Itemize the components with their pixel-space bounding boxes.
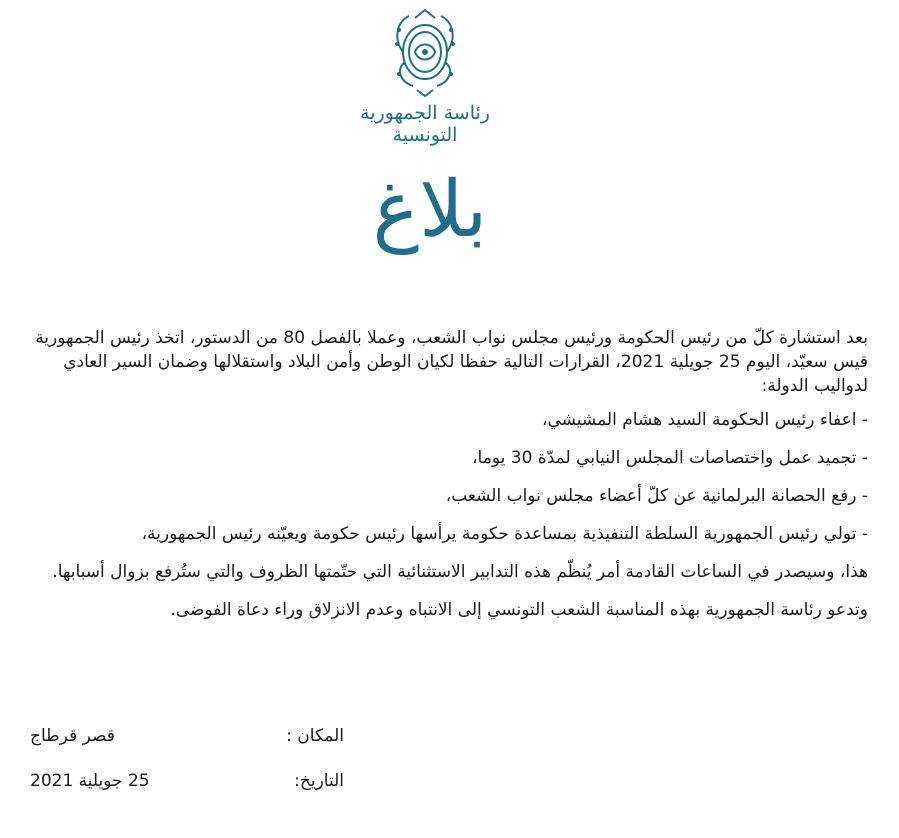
date-label: التاريخ:	[294, 771, 344, 791]
intro-paragraph: بعد استشارة كلّ من رئيس الحكومة ورئيس مجلس نواب الشعب، وعملا بالفصل 80 من الدستور، اتخذ رئيس الجمهورية قيس سعيّد، اليوم 25 جويلية 2021، القرارات التالية حفظا لكيان الوطن وأمن البلاد واستقلالها وضمان السير العادي لدواليب الدولة:	[35, 328, 868, 396]
document-title: بلاغ	[372, 165, 488, 255]
closing-paragraph: وتدعو رئاسة الجمهورية بهذه المناسبة الشعب التونسي إلى الانتباه وعدم الانزلاق وراء دعاة الفوضى.	[170, 600, 868, 620]
place-label: المكان :	[286, 726, 344, 746]
date-value: 25 جويلية 2021	[30, 771, 150, 791]
decision-item: - تولي رئيس الجمهورية السلطة التنفيذية بمساعدة حكومة يرأسها رئيس حكومة ويعيّنه رئيس الجمهورية،	[141, 524, 868, 544]
communique-body	[30, 326, 868, 636]
presidency-seal-icon	[385, 8, 465, 98]
place-value: قصر قرطاج	[30, 726, 115, 746]
closing-paragraph: هذا، وسيصدر في الساعات القادمة أمر يُنظّم هذه التدابير الاستثنائية التي حتّمتها الظروف والتي ستُرفع بزوال أسبابها.	[52, 562, 868, 582]
decision-item: - رفع الحصانة البرلمانية عن كلّ أعضاء مجلس نواب الشعب،	[445, 486, 868, 506]
decision-item: - اعفاء رئيس الحكومة السيد هشام المشيشي،	[541, 410, 868, 430]
decision-item: - تجميد عمل واختصاصات المجلس النيابي لمدّة 30 يوما،	[472, 448, 868, 468]
organization-name: رئاسة الجمهورية التونسية	[360, 102, 490, 146]
letterhead	[330, 8, 520, 146]
